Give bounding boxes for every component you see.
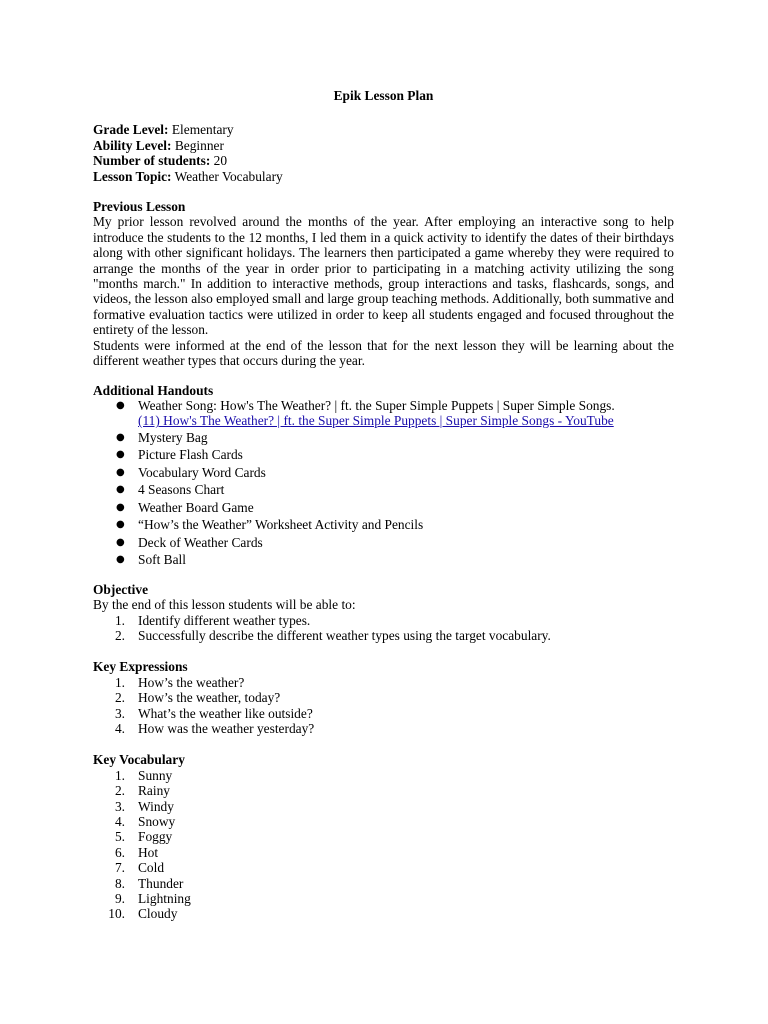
meta-grade-level: Grade Level: Elementary: [93, 122, 234, 138]
list-item: 9. Lightning: [114, 891, 191, 907]
youtube-link[interactable]: (11) How's The Weather? | ft. the Super Simple Puppets | Super Simple Songs - YouTube: [138, 413, 614, 429]
objective-intro: By the end of this lesson students will be able to:: [93, 597, 356, 613]
key-vocabulary-heading: Key Vocabulary: [93, 752, 185, 768]
list-item: 1. Identify different weather types.: [114, 612, 311, 628]
list-item: 4. How was the weather yesterday?: [114, 720, 315, 736]
handouts-heading: Additional Handouts: [93, 382, 214, 398]
previous-lesson-paragraph: My prior lesson revolved around the months of the year. After employing an interactive song to help introduce the students to the 12 months, I led them in a quick activity to identify the dates of their birthdays along with other significant holidays. The learners then participated a game whereby they were required to arrange the months of the year in order prior to participating in a matching activity utilizing the song "months march." In addition to interactive methods, group interactions and tasks, flashcards, songs, and videos, the lesson also employed small and large group teaching methods. Additionally, both summative and formative evaluation tactics were utilized in order to keep all students engaged and focused throughout the entirety of the lesson.: [93, 214, 674, 338]
list-item: ● Mystery Bag: [116, 429, 208, 445]
meta-number-of-students: Number of students: 20: [93, 153, 228, 169]
list-item: 3. What’s the weather like outside?: [114, 705, 313, 721]
handouts-list: [93, 398, 674, 569]
bullet-icon: ●: [116, 554, 125, 566]
key-expressions-list: [93, 675, 674, 737]
key-expressions-heading: Key Expressions: [93, 659, 188, 675]
list-item: 1. How’s the weather?: [114, 674, 245, 690]
list-item: ● 4 Seasons Chart: [116, 482, 225, 498]
previous-lesson-paragraph: Students were informed at the end of the lesson that for the next lesson they will be learning about the different weather types that occurs during the year.: [93, 337, 674, 369]
bullet-icon: ●: [116, 536, 125, 548]
bullet-icon: ●: [116, 484, 125, 496]
list-item: 2. Successfully describe the different weather types using the target vocabulary.: [114, 627, 551, 643]
document-title: Epik Lesson Plan: [333, 88, 434, 103]
list-item: 5. Foggy: [114, 829, 173, 845]
list-item: 6. Hot: [114, 844, 159, 860]
meta-ability-level: Ability Level: Beginner: [93, 137, 224, 153]
lesson-meta: [93, 122, 674, 184]
bullet-icon: ●: [116, 399, 125, 411]
list-item: 2. Rainy: [114, 783, 170, 799]
list-item: ● “How’s the Weather” Worksheet Activity and Pencils: [116, 517, 424, 533]
list-item: 3. Windy: [114, 798, 174, 814]
previous-lesson-heading: Previous Lesson: [93, 199, 186, 215]
list-item: 4. Snowy: [114, 814, 176, 829]
list-item: ● Deck of Weather Cards: [116, 534, 263, 550]
list-item: ● Vocabulary Word Cards: [116, 464, 266, 480]
list-item: 10. Cloudy: [108, 906, 178, 922]
objective-list: [93, 613, 674, 644]
list-item: ● Picture Flash Cards: [116, 447, 243, 463]
bullet-icon: ●: [116, 501, 125, 513]
objective-heading: Objective: [93, 581, 149, 597]
meta-lesson-topic: Lesson Topic: Weather Vocabulary: [93, 168, 283, 184]
handout-item-text: Weather Song: How's The Weather? | ft. the Super Simple Puppets | Super Simple Songs.: [138, 397, 615, 413]
list-item: 2. How’s the weather, today?: [114, 690, 281, 706]
list-item: 8. Thunder: [114, 875, 184, 891]
bullet-icon: ●: [116, 449, 125, 461]
document-content: [93, 88, 674, 922]
list-item: ● Soft Ball: [116, 552, 186, 568]
list-item: ● Weather Board Game: [116, 499, 254, 515]
list-item: [93, 398, 674, 429]
list-item: 7. Cold: [114, 860, 165, 876]
bullet-icon: ●: [116, 519, 125, 531]
bullet-icon: ●: [116, 431, 125, 443]
list-item: 1. Sunny: [114, 767, 173, 783]
bullet-icon: ●: [116, 466, 125, 478]
key-vocabulary-list: [93, 768, 674, 922]
